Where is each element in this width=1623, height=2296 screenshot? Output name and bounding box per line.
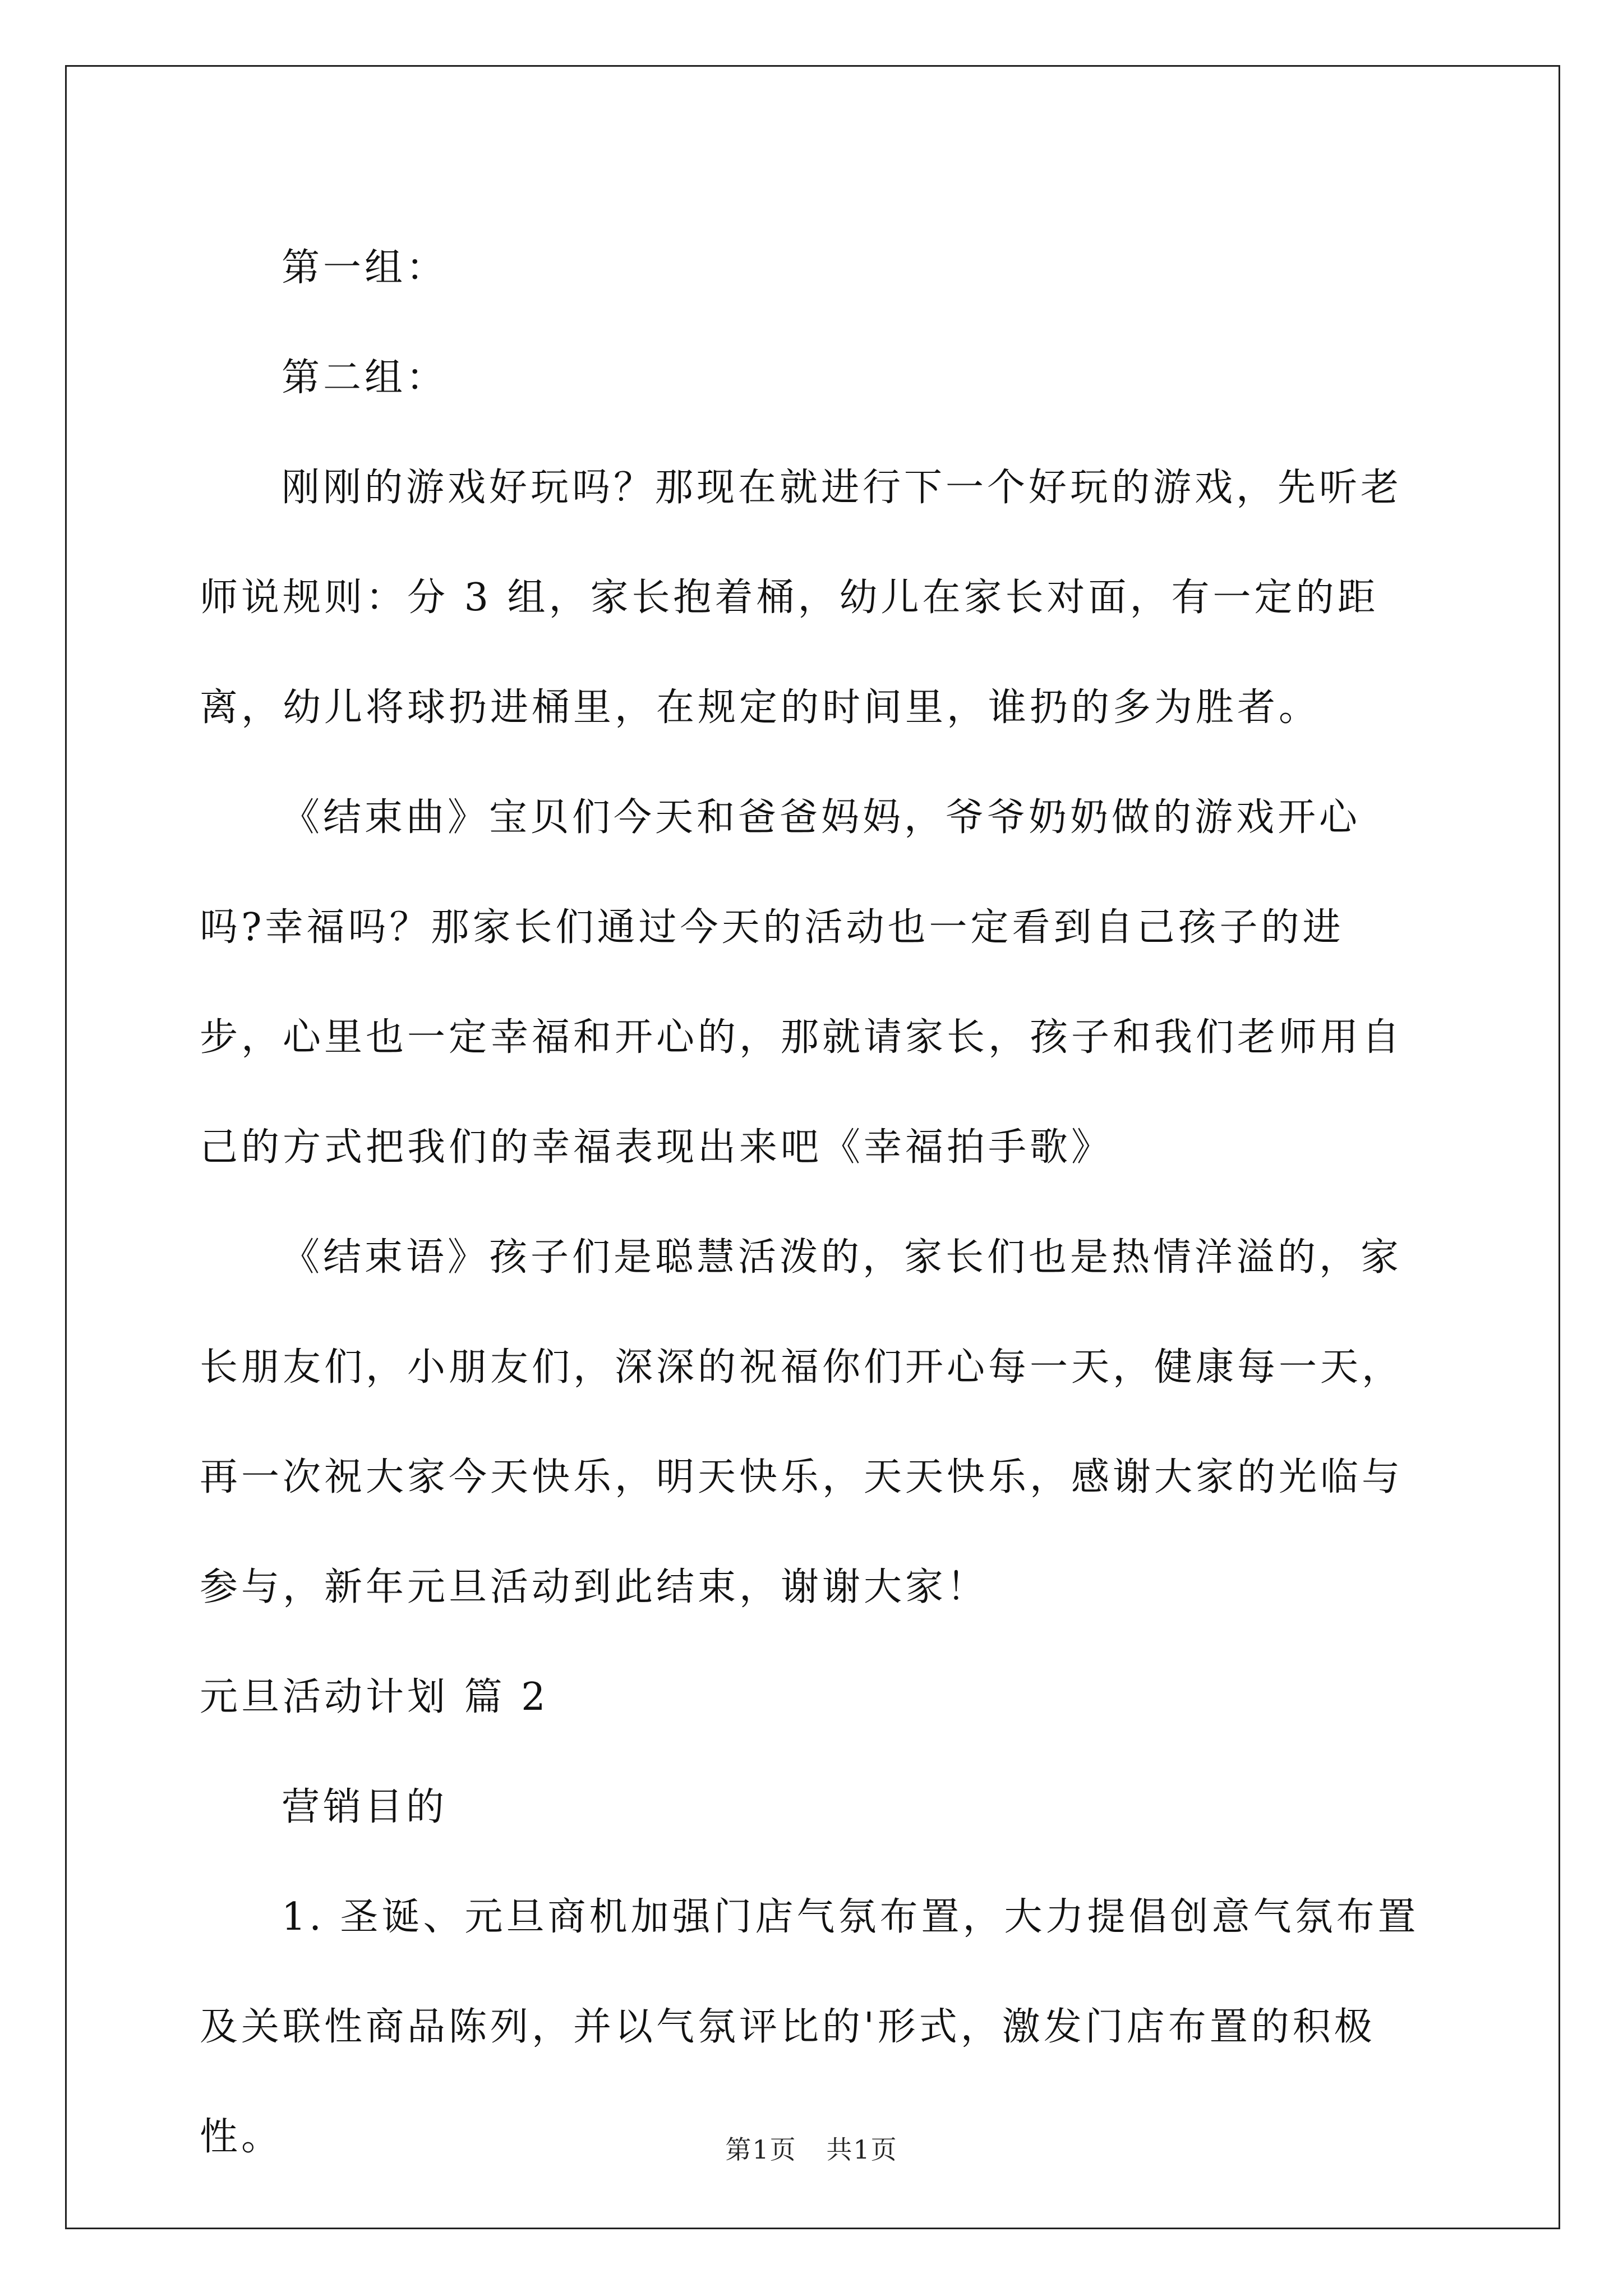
paragraph-group-one: 第一组： [282,246,448,290]
page-number-current: 第1页 [725,2134,797,2165]
paragraph-closing-words: 《结束语》孩子们是聪慧活泼的，家长们也是热情洋溢的，家长朋友们，小朋友们，深深的祝福你们开心每一天，健康每一天，再一次祝大家今天快乐，明天快乐，天天快乐，感谢大家的光临与参与，新年元旦活动到此结束，谢谢大家！ [200,1235,1404,1609]
paragraph-item-1: 1. 圣诞、元旦商机加强门店气氛布置，大力提倡创意气氛布置及关联性商品陈列，并以气氛评比的'形式，激发门店布置的积极性。 [200,1895,1419,2159]
paragraph-ending-song: 《结束曲》宝贝们今天和爸爸妈妈，爷爷奶奶做的游戏开心吗?幸福吗？那家长们通过今天的活动也一定看到自己孩子的进步，心里也一定幸福和开心的，那就请家长，孩子和我们老师用自己的方式把我们的幸福表现出来吧《幸福拍手歌》 [200,795,1404,1170]
paragraph-game-rules: 刚刚的游戏好玩吗？那现在就进行下一个好玩的游戏，先听老师说规则：分 3 组，家长抱着桶，幼儿在家长对面，有一定的距离，幼儿将球扔进桶里，在规定的时间里，谁扔的多为胜者。 [200,466,1403,730]
paragraph-group-two: 第二组： [282,356,448,400]
document-body [200,213,1422,2192]
section-heading: 元旦活动计划 篇 2 [200,1675,549,1719]
page-number-total: 共1页 [826,2134,898,2165]
paragraph-marketing-purpose: 营销目的 [282,1785,448,1829]
page-footer [0,2129,1623,2166]
